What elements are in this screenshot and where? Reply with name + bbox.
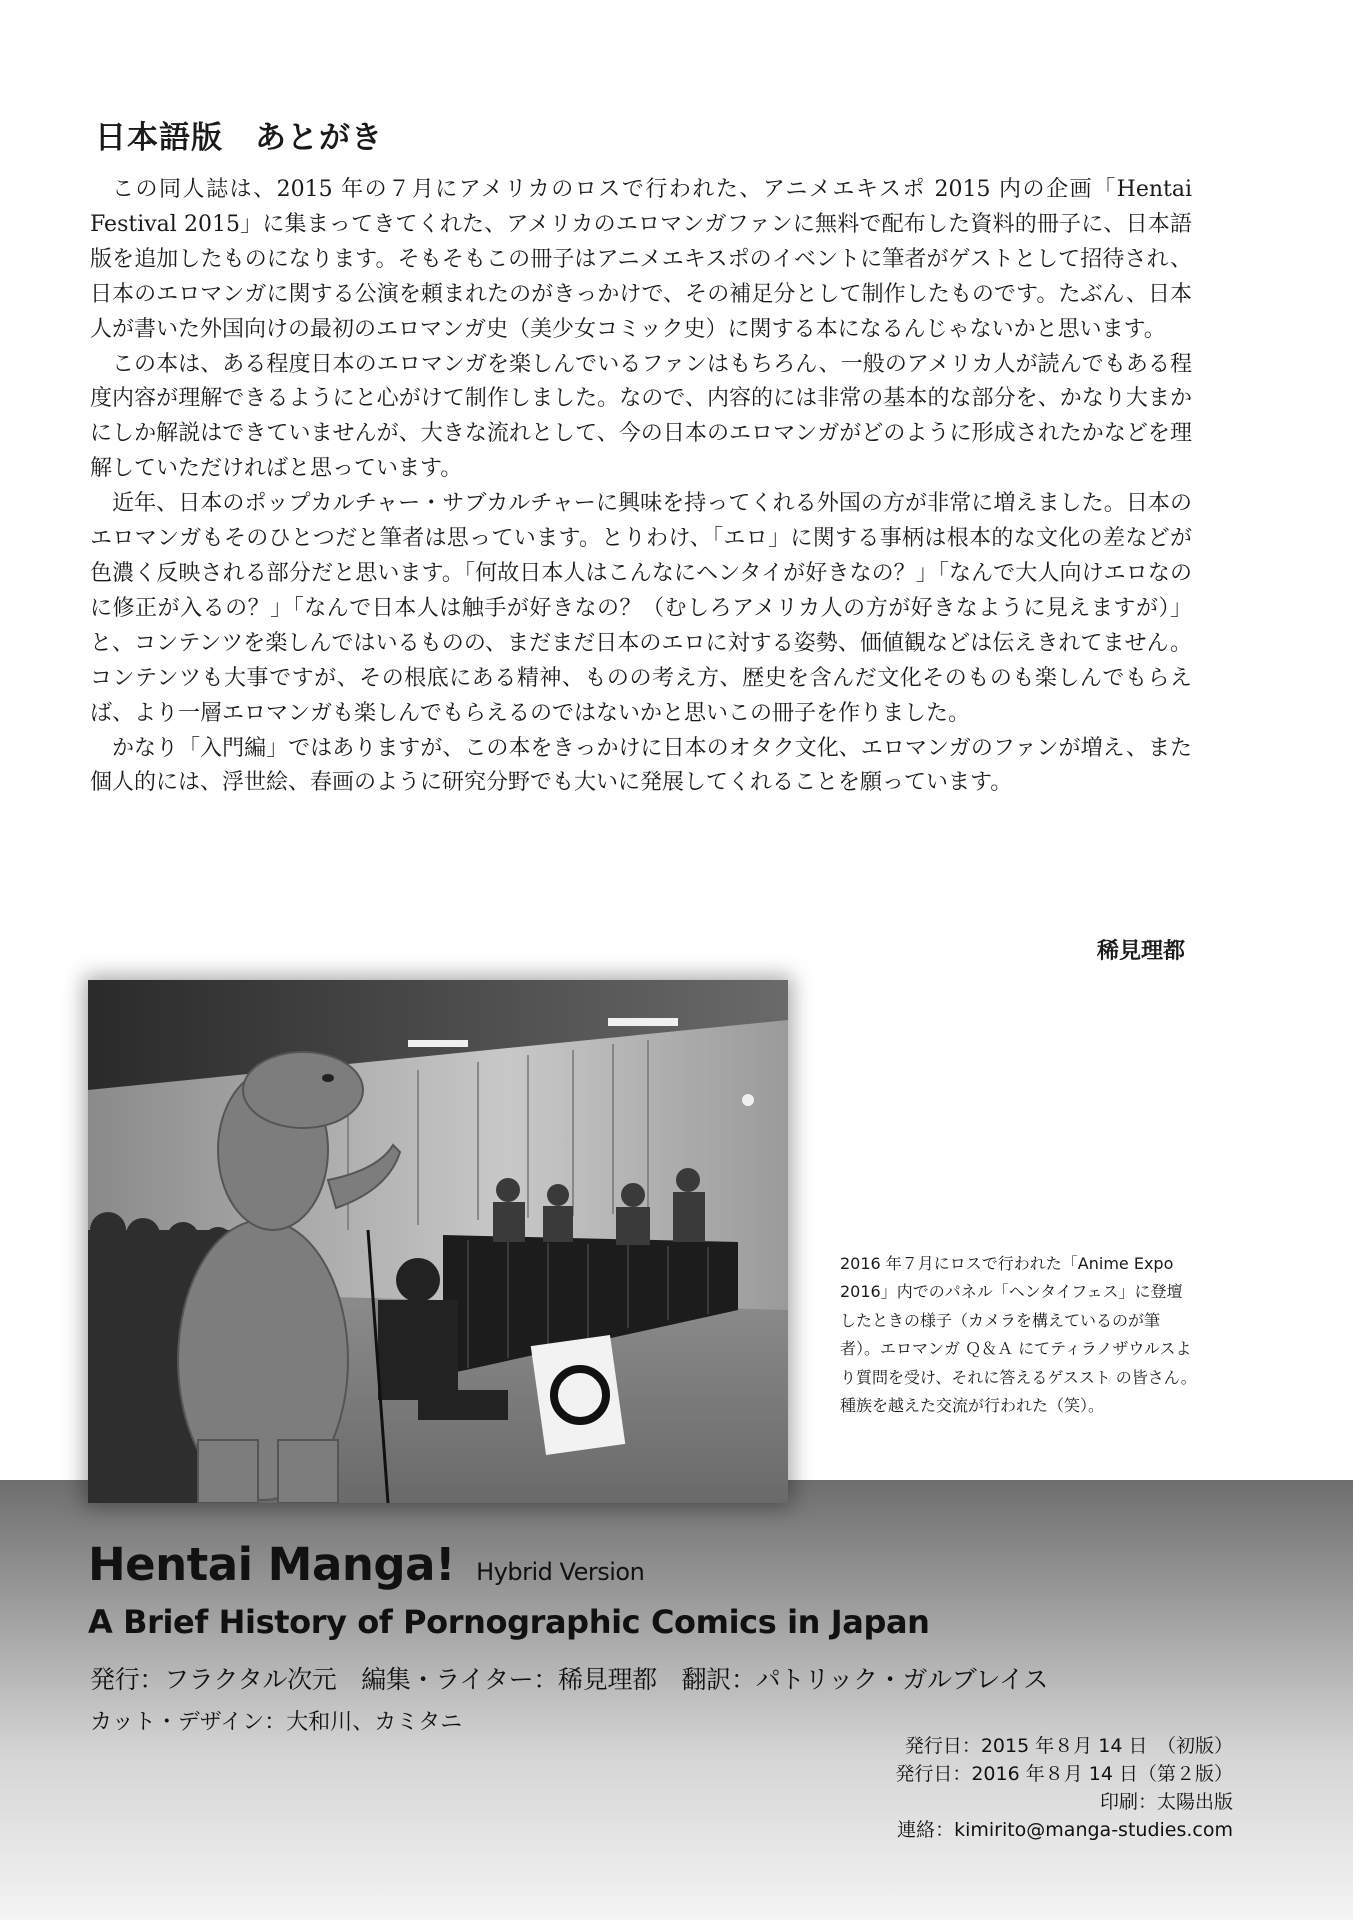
afterword-paragraph: かなり「入門編」ではありますが、この本をきっかけに日本のオタク文化、エロマンガのファンが増え、また個人的には、浮世絵、春画のように研究分野でも大いに発展してくれることを願っています。 [90, 735, 1192, 796]
book-title [88, 1538, 644, 1591]
printer-info: 印刷：太陽出版 [1099, 1791, 1233, 1813]
publication-info [895, 1732, 1233, 1844]
book-subtitle: A Brief History of Pornographic Comics in Japan [88, 1603, 930, 1641]
afterword-paragraph: 近年、日本のポップカルチャー・サブカルチャーに興味を持ってくれる外国の方が非常に増えました。日本のエロマンガもそのひとつだと筆者は思っています。とりわけ、「エロ」に関する事柄は根本的な文化の差などが色濃く反映される部分だと思います。「何故日本人はこんなにヘンタイが好きなの？」「なんで大人向けエロなのに修正が入るの？」「なんで日本人は触手が好きなの？（むしろアメリカ人の方が好きなように見えますが）」と、コンテンツを楽しんではいるものの、まだまだ日本のエロに対する姿勢、価値観などは伝えきれてません。コンテンツも大事ですが、その根底にある精神、ものの考え方、歴史を含んだ文化そのものも楽しんでもらえば、より一層エロマンガも楽しんでもらえるのではないかと思いこの冊子を作りました。 [90, 491, 1192, 726]
photo-caption: 2016 年７月にロスで行われた「Anime Expo 2016」内でのパネル「ヘンタイフェス」に登壇したときの様子（カメラを構えているのが筆者）。エロマンガ Ｑ＆Ａ にてティラノザウルスより質問を受け、それに答えるゲススト の皆さん。種族を越えた交流が行われた（笑）。 [840, 1254, 1197, 1416]
publication-date-second: 発行日：2016 年８月 14 日（第２版） [895, 1763, 1233, 1785]
event-photo [88, 980, 788, 1503]
afterword-paragraph: この本は、ある程度日本のエロマンガを楽しんでいるファンはもちろん、一般のアメリカ人が読んでもある程度内容が理解できるようにと心がけて制作しました。なので、内容的には非常の基本的な部分を、かなり大まかにしか解説はできていませんが、大きな流れとして、今の日本のエロマンガがどのように形成されたかなどを理解していただければと思っています。 [90, 351, 1193, 482]
contact-info: 連絡：kimirito@manga-studies.com [897, 1819, 1233, 1841]
credits-line-1: 発行：フラクタル次元 編集・ライター：稀見理都 翻訳：パトリック・ガルブレイス [90, 1665, 1049, 1694]
book-title-suffix: Hybrid Version [476, 1558, 645, 1586]
credits-line-2: カット・デザイン：大和川、カミタニ [90, 1710, 463, 1735]
afterword-body [90, 173, 1192, 801]
publication-date-first: 発行日：2015 年８月 14 日 （初版） [904, 1735, 1233, 1757]
afterword-paragraph: この同人誌は、2015 年の７月にアメリカのロスで行われた、アニメエキスポ 2015 内の企画「Hentai Festival 2015」に集まってきてくれた、アメリカのエロマンガファンに無料で配布した資料的冊子に、日本語版を追加したものになります。そもそもこの冊子はアニメエキスポのイベントに筆者がゲストとして招待され、日本のエロマンガに関する公演を頼まれたのがきっかけで、その補足分として制作したものです。たぶん、日本人が書いた外国向けの最初のエロマンガ史（美少女コミック史）に関する本になるんじゃないかと思います。 [90, 177, 1192, 342]
page-heading: 日本語版 あとがき [95, 120, 383, 156]
author-signature: 稀見理都 [1096, 938, 1185, 964]
book-title-main: Hentai Manga! [88, 1538, 455, 1591]
